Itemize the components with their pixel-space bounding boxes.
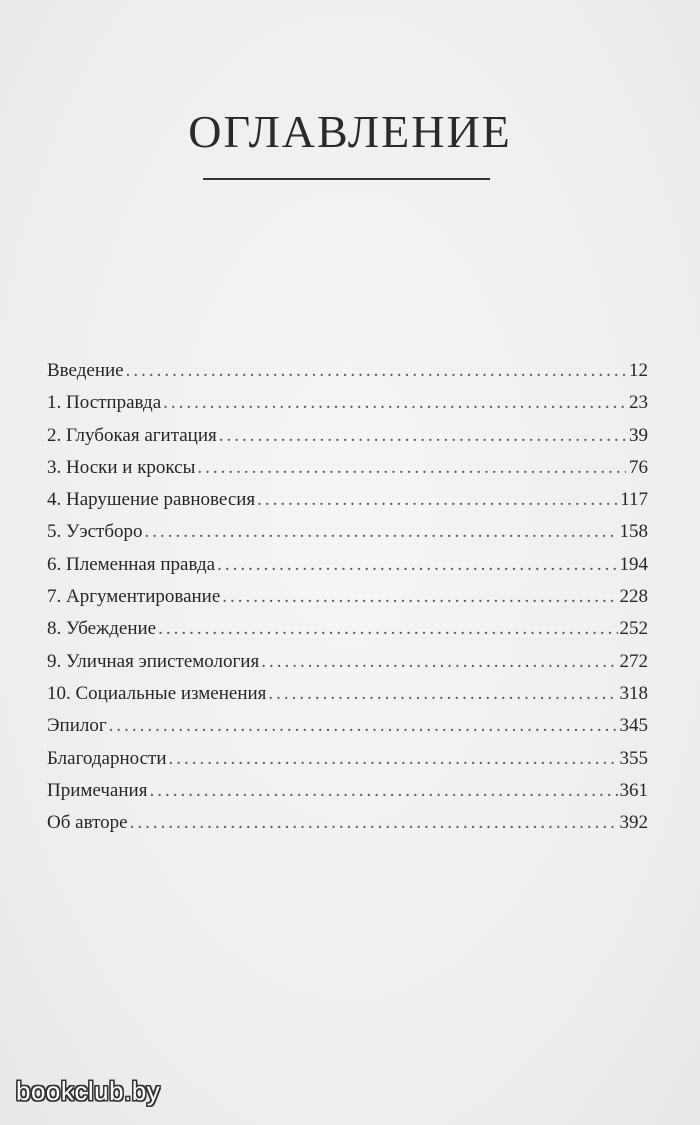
toc-entry-page: 355: [619, 747, 648, 769]
dot-leader: [163, 387, 626, 419]
toc-entry-label: Эпилог: [47, 715, 107, 737]
dot-leader: [219, 420, 626, 452]
toc-entry-page: 194: [619, 553, 648, 575]
dot-leader: [169, 743, 618, 775]
dot-leader: [222, 581, 617, 613]
toc-entry-page: 272: [619, 650, 648, 672]
toc-entry-page: 318: [619, 682, 648, 704]
toc-entry-label: Введение: [47, 360, 124, 381]
toc-entry-page: 345: [619, 715, 648, 737]
dot-leader: [261, 646, 617, 678]
toc-entry-page: 76: [629, 456, 648, 478]
toc-entry-page: 392: [619, 812, 648, 834]
toc-entry: [47, 355, 648, 387]
toc-entry-label: 4. Нарушение равновесия: [47, 489, 256, 511]
toc-entry-label: Благодарности: [47, 747, 167, 769]
toc-entry-page: 252: [619, 618, 648, 640]
dot-leader: [257, 484, 618, 516]
toc-entry-page: 361: [619, 779, 648, 801]
toc-entry-page: 23: [629, 392, 648, 414]
toc-entry: [47, 775, 648, 807]
dot-leader: [126, 355, 626, 387]
toc-entry-label: 1. Постправда: [47, 392, 162, 414]
toc-entry-page: 228: [619, 586, 648, 608]
dot-leader: [130, 807, 618, 839]
toc-entry: [47, 807, 648, 839]
toc-entry-page: 158: [619, 521, 648, 543]
toc-entry-page: 117: [620, 489, 648, 511]
toc-entry: [47, 743, 648, 775]
toc-entry: [47, 452, 648, 484]
title-divider: [203, 178, 490, 180]
toc-entry-label: 9. Уличная эпистемология: [47, 650, 260, 672]
dot-leader: [268, 678, 617, 710]
toc-entry-label: 5. Уэстборо: [47, 521, 143, 543]
site-watermark: bookclub.by: [16, 1076, 161, 1106]
dot-leader: [145, 516, 618, 548]
toc-entry-label: 2. Глубокая агитация: [47, 424, 217, 446]
table-of-contents: [47, 355, 648, 839]
toc-entry: [47, 484, 648, 516]
toc-entry: [47, 420, 648, 452]
toc-entry: [47, 516, 648, 548]
toc-entry-page: 39: [629, 424, 648, 446]
toc-entry-label: Примечания: [47, 779, 148, 801]
page-title: ОГЛАВЛЕНИЕ: [188, 106, 512, 157]
toc-entry: [47, 678, 648, 710]
toc-entry: [47, 387, 648, 419]
toc-entry-page: 12: [629, 360, 648, 381]
toc-entry: [47, 581, 648, 613]
dot-leader: [158, 613, 617, 645]
toc-entry: [47, 646, 648, 678]
toc-entry: [47, 710, 648, 742]
dot-leader: [197, 452, 626, 484]
dot-leader: [149, 775, 617, 807]
toc-entry: [47, 549, 648, 581]
toc-entry-label: 6. Племенная правда: [47, 553, 216, 575]
toc-entry-label: 10. Социальные изменения: [47, 682, 267, 704]
toc-entry-label: 7. Аргументирование: [47, 586, 221, 608]
toc-entry-label: 8. Убеждение: [47, 618, 157, 640]
toc-entry: [47, 613, 648, 645]
toc-entry-label: Об авторе: [47, 812, 128, 834]
dot-leader: [217, 549, 617, 581]
dot-leader: [109, 710, 618, 742]
toc-entry-label: 3. Носки и кроксы: [47, 456, 196, 478]
